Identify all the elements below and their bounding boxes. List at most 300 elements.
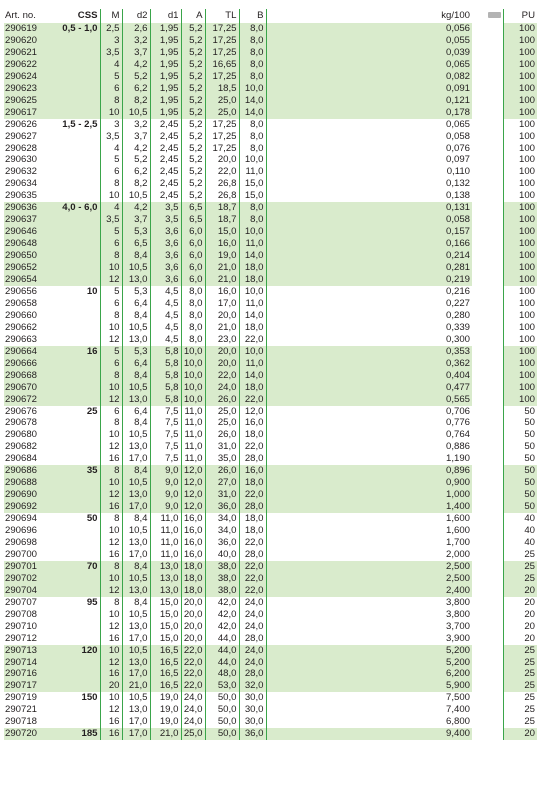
cell-tl: 22,0 — [205, 370, 239, 382]
cell-tl: 25,0 — [205, 417, 239, 429]
cell-kg100: 1,600 — [266, 513, 472, 525]
cell-kg100: 0,764 — [266, 429, 472, 441]
cell-d2: 4,2 — [122, 143, 150, 155]
cell-b: 10,0 — [239, 346, 266, 358]
cell-d1: 4,5 — [150, 298, 181, 310]
cell-a: 11,0 — [181, 417, 205, 429]
cell-css — [46, 166, 100, 178]
cell-tl: 42,0 — [205, 597, 239, 609]
cell-b: 10,0 — [239, 226, 266, 238]
cell-d1: 11,0 — [150, 537, 181, 549]
cell-kg100: 0,227 — [266, 298, 472, 310]
cell-kg100: 0,121 — [266, 95, 472, 107]
cell-spacer — [472, 226, 503, 238]
cell-a: 18,0 — [181, 573, 205, 585]
cell-tl: 24,0 — [205, 382, 239, 394]
table-row — [4, 441, 537, 453]
cell-tl: 27,0 — [205, 477, 239, 489]
cell-m: 6 — [100, 298, 122, 310]
cell-kg100: 0,404 — [266, 370, 472, 382]
cell-d1: 9,0 — [150, 465, 181, 477]
cell-css — [46, 35, 100, 47]
col-header-box-icon — [472, 9, 503, 23]
cell-m: 16 — [100, 549, 122, 561]
table-row — [4, 154, 537, 166]
cell-art-no: 290678 — [4, 417, 46, 429]
col-header-d2: d2 — [122, 9, 150, 23]
table-row — [4, 119, 537, 131]
cell-pu: 25 — [503, 573, 537, 585]
table-row — [4, 202, 537, 214]
cell-d2: 8,2 — [122, 178, 150, 190]
table-row — [4, 537, 537, 549]
cell-art-no: 290668 — [4, 370, 46, 382]
cell-pu: 100 — [503, 214, 537, 226]
cell-kg100: 5,200 — [266, 657, 472, 669]
cell-spacer — [472, 274, 503, 286]
cell-kg100: 0,362 — [266, 358, 472, 370]
cell-m: 12 — [100, 394, 122, 406]
cell-spacer — [472, 633, 503, 645]
cell-m: 20 — [100, 680, 122, 692]
cell-d1: 15,0 — [150, 609, 181, 621]
cell-b: 22,0 — [239, 441, 266, 453]
cell-d2: 17,0 — [122, 501, 150, 513]
table-row — [4, 668, 537, 680]
cell-kg100: 0,166 — [266, 238, 472, 250]
cell-tl: 26,8 — [205, 178, 239, 190]
cell-pu: 100 — [503, 95, 537, 107]
cell-spacer — [472, 692, 503, 704]
cell-m: 10 — [100, 322, 122, 334]
cell-css — [46, 537, 100, 549]
cell-tl: 23,0 — [205, 334, 239, 346]
cell-d2: 17,0 — [122, 716, 150, 728]
cell-css: 4,0 - 6,0 — [46, 202, 100, 214]
cell-tl: 34,0 — [205, 525, 239, 537]
cell-b: 24,0 — [239, 597, 266, 609]
cell-pu: 100 — [503, 71, 537, 83]
table-row — [4, 298, 537, 310]
cell-m: 8 — [100, 95, 122, 107]
cell-art-no: 290627 — [4, 131, 46, 143]
cell-d2: 3,7 — [122, 131, 150, 143]
col-header-pu: PU — [503, 9, 537, 23]
table-row — [4, 370, 537, 382]
cell-a: 5,2 — [181, 143, 205, 155]
cell-a: 6,0 — [181, 274, 205, 286]
cell-m: 10 — [100, 609, 122, 621]
table-row — [4, 585, 537, 597]
cell-d1: 9,0 — [150, 501, 181, 513]
cell-d1: 7,5 — [150, 429, 181, 441]
table-row — [4, 346, 537, 358]
cell-pu: 100 — [503, 262, 537, 274]
cell-art-no: 290666 — [4, 358, 46, 370]
cell-css: 185 — [46, 728, 100, 740]
cell-css — [46, 394, 100, 406]
cell-spacer — [472, 71, 503, 83]
cell-d1: 1,95 — [150, 71, 181, 83]
table-row — [4, 501, 537, 513]
cell-tl: 25,0 — [205, 406, 239, 418]
cell-d1: 5,8 — [150, 382, 181, 394]
cell-pu: 100 — [503, 178, 537, 190]
cell-d1: 5,8 — [150, 370, 181, 382]
cell-d2: 13,0 — [122, 334, 150, 346]
cell-m: 8 — [100, 370, 122, 382]
cell-spacer — [472, 178, 503, 190]
cell-b: 24,0 — [239, 657, 266, 669]
cell-css: 35 — [46, 465, 100, 477]
cell-a: 6,0 — [181, 238, 205, 250]
cell-d2: 4,2 — [122, 202, 150, 214]
cell-css: 0,5 - 1,0 — [46, 23, 100, 35]
cell-b: 8,0 — [239, 202, 266, 214]
cell-pu: 100 — [503, 23, 537, 35]
cell-kg100: 0,214 — [266, 250, 472, 262]
cell-d1: 1,95 — [150, 47, 181, 59]
cell-m: 4 — [100, 59, 122, 71]
table-row — [4, 417, 537, 429]
cell-art-no: 290660 — [4, 310, 46, 322]
table-row — [4, 47, 537, 59]
cell-b: 28,0 — [239, 668, 266, 680]
table-row — [4, 453, 537, 465]
cell-d2: 6,2 — [122, 166, 150, 178]
cell-m: 8 — [100, 250, 122, 262]
cell-art-no: 290625 — [4, 95, 46, 107]
cell-a: 6,5 — [181, 214, 205, 226]
cell-art-no: 290719 — [4, 692, 46, 704]
cell-d2: 3,2 — [122, 119, 150, 131]
cell-spacer — [472, 107, 503, 119]
table-row — [4, 716, 537, 728]
cell-css — [46, 621, 100, 633]
table-row — [4, 131, 537, 143]
cell-art-no: 290708 — [4, 609, 46, 621]
cell-pu: 100 — [503, 370, 537, 382]
cell-art-no: 290718 — [4, 716, 46, 728]
cell-kg100: 0,055 — [266, 35, 472, 47]
cell-pu: 40 — [503, 525, 537, 537]
cell-m: 6 — [100, 406, 122, 418]
cell-a: 18,0 — [181, 561, 205, 573]
cell-css — [46, 501, 100, 513]
cell-a: 5,2 — [181, 131, 205, 143]
table-row — [4, 477, 537, 489]
cell-spacer — [472, 585, 503, 597]
cell-art-no: 290648 — [4, 238, 46, 250]
cell-a: 5,2 — [181, 178, 205, 190]
cell-a: 22,0 — [181, 668, 205, 680]
cell-css — [46, 477, 100, 489]
cell-a: 5,2 — [181, 107, 205, 119]
cell-b: 22,0 — [239, 489, 266, 501]
cell-art-no: 290716 — [4, 668, 46, 680]
cell-d1: 16,5 — [150, 668, 181, 680]
cell-b: 18,0 — [239, 525, 266, 537]
table-row — [4, 645, 537, 657]
cell-css — [46, 609, 100, 621]
cell-b: 12,0 — [239, 406, 266, 418]
cell-m: 12 — [100, 585, 122, 597]
cell-d1: 13,0 — [150, 561, 181, 573]
cell-art-no: 290672 — [4, 394, 46, 406]
cell-b: 8,0 — [239, 143, 266, 155]
cell-kg100: 1,190 — [266, 453, 472, 465]
cell-d2: 13,0 — [122, 657, 150, 669]
cell-m: 12 — [100, 704, 122, 716]
cell-art-no: 290619 — [4, 23, 46, 35]
cell-m: 8 — [100, 178, 122, 190]
cell-art-no: 290636 — [4, 202, 46, 214]
cell-tl: 21,0 — [205, 274, 239, 286]
cell-b: 24,0 — [239, 645, 266, 657]
cell-d2: 6,4 — [122, 406, 150, 418]
cell-b: 24,0 — [239, 609, 266, 621]
cell-a: 5,2 — [181, 154, 205, 166]
cell-tl: 26,0 — [205, 394, 239, 406]
cell-a: 20,0 — [181, 621, 205, 633]
cell-tl: 36,0 — [205, 537, 239, 549]
cell-m: 6 — [100, 238, 122, 250]
cell-b: 11,0 — [239, 166, 266, 178]
cell-d1: 7,5 — [150, 406, 181, 418]
table-row — [4, 310, 537, 322]
cell-css: 1,5 - 2,5 — [46, 119, 100, 131]
cell-spacer — [472, 525, 503, 537]
cell-art-no: 290670 — [4, 382, 46, 394]
cell-a: 20,0 — [181, 633, 205, 645]
cell-spacer — [472, 657, 503, 669]
cell-spacer — [472, 190, 503, 202]
cell-d1: 15,0 — [150, 597, 181, 609]
cell-m: 12 — [100, 657, 122, 669]
cell-pu: 50 — [503, 477, 537, 489]
cell-d1: 4,5 — [150, 322, 181, 334]
table-row — [4, 71, 537, 83]
header-row — [4, 9, 537, 23]
cell-spacer — [472, 549, 503, 561]
cell-pu: 100 — [503, 143, 537, 155]
cell-spacer — [472, 298, 503, 310]
cell-art-no: 290617 — [4, 107, 46, 119]
cell-art-no: 290620 — [4, 35, 46, 47]
cell-d2: 5,3 — [122, 226, 150, 238]
cell-tl: 31,0 — [205, 441, 239, 453]
cell-kg100: 0,082 — [266, 71, 472, 83]
cell-b: 24,0 — [239, 621, 266, 633]
cell-pu: 50 — [503, 501, 537, 513]
cell-spacer — [472, 143, 503, 155]
cell-spacer — [472, 417, 503, 429]
cell-d2: 4,2 — [122, 59, 150, 71]
cell-m: 16 — [100, 453, 122, 465]
cell-m: 4 — [100, 143, 122, 155]
cell-css — [46, 573, 100, 585]
table-row — [4, 262, 537, 274]
cell-m: 6 — [100, 83, 122, 95]
cell-kg100: 6,200 — [266, 668, 472, 680]
cell-css — [46, 334, 100, 346]
cell-b: 8,0 — [239, 35, 266, 47]
cell-kg100: 0,178 — [266, 107, 472, 119]
cell-tl: 15,0 — [205, 226, 239, 238]
cell-d2: 5,2 — [122, 154, 150, 166]
cell-tl: 25,0 — [205, 107, 239, 119]
cell-css — [46, 358, 100, 370]
cell-spacer — [472, 501, 503, 513]
cell-d2: 10,5 — [122, 477, 150, 489]
cell-spacer — [472, 513, 503, 525]
cell-pu: 25 — [503, 716, 537, 728]
cell-pu: 100 — [503, 154, 537, 166]
cell-tl: 40,0 — [205, 549, 239, 561]
cell-d1: 3,5 — [150, 202, 181, 214]
cell-css — [46, 262, 100, 274]
col-header-d1: d1 — [150, 9, 181, 23]
cell-b: 16,0 — [239, 465, 266, 477]
cell-a: 6,0 — [181, 250, 205, 262]
cell-pu: 100 — [503, 382, 537, 394]
cell-b: 14,0 — [239, 250, 266, 262]
cell-tl: 50,0 — [205, 728, 239, 740]
cell-tl: 20,0 — [205, 154, 239, 166]
cell-kg100: 2,500 — [266, 573, 472, 585]
cell-css — [46, 95, 100, 107]
cell-d2: 13,0 — [122, 537, 150, 549]
cell-m: 5 — [100, 71, 122, 83]
col-header-art-no: Art. no. — [4, 9, 46, 23]
table-row — [4, 549, 537, 561]
cell-css — [46, 83, 100, 95]
cell-d1: 2,45 — [150, 166, 181, 178]
cell-kg100: 0,896 — [266, 465, 472, 477]
cell-kg100: 0,339 — [266, 322, 472, 334]
cell-b: 14,0 — [239, 107, 266, 119]
cell-art-no: 290662 — [4, 322, 46, 334]
cell-kg100: 0,477 — [266, 382, 472, 394]
cell-pu: 100 — [503, 322, 537, 334]
cell-pu: 100 — [503, 358, 537, 370]
cell-d1: 4,5 — [150, 334, 181, 346]
cell-d2: 13,0 — [122, 704, 150, 716]
cell-kg100: 7,400 — [266, 704, 472, 716]
cell-a: 12,0 — [181, 465, 205, 477]
cell-b: 18,0 — [239, 262, 266, 274]
cell-art-no: 290686 — [4, 465, 46, 477]
cell-tl: 38,0 — [205, 561, 239, 573]
cell-m: 5 — [100, 346, 122, 358]
cell-d1: 3,6 — [150, 274, 181, 286]
cell-d2: 10,5 — [122, 190, 150, 202]
cell-a: 10,0 — [181, 382, 205, 394]
cell-b: 8,0 — [239, 119, 266, 131]
cell-d1: 16,5 — [150, 657, 181, 669]
cell-m: 4 — [100, 202, 122, 214]
cell-kg100: 2,000 — [266, 549, 472, 561]
cell-b: 30,0 — [239, 704, 266, 716]
cell-css — [46, 214, 100, 226]
cell-css — [46, 585, 100, 597]
cell-pu: 100 — [503, 310, 537, 322]
table-row — [4, 107, 537, 119]
cell-d1: 5,8 — [150, 346, 181, 358]
cell-d2: 8,4 — [122, 513, 150, 525]
spec-table — [4, 9, 537, 740]
cell-tl: 17,25 — [205, 119, 239, 131]
cell-d1: 2,45 — [150, 190, 181, 202]
table-row — [4, 286, 537, 298]
cell-kg100: 0,058 — [266, 131, 472, 143]
cell-css — [46, 429, 100, 441]
cell-pu: 50 — [503, 429, 537, 441]
cell-b: 10,0 — [239, 154, 266, 166]
cell-art-no: 290680 — [4, 429, 46, 441]
cell-b: 11,0 — [239, 298, 266, 310]
cell-kg100: 3,800 — [266, 609, 472, 621]
cell-m: 8 — [100, 417, 122, 429]
cell-d1: 19,0 — [150, 692, 181, 704]
cell-spacer — [472, 370, 503, 382]
cell-kg100: 3,800 — [266, 597, 472, 609]
cell-art-no: 290632 — [4, 166, 46, 178]
cell-a: 5,2 — [181, 47, 205, 59]
cell-d1: 16,5 — [150, 680, 181, 692]
cell-m: 8 — [100, 561, 122, 573]
cell-spacer — [472, 406, 503, 418]
cell-kg100: 0,132 — [266, 178, 472, 190]
cell-a: 16,0 — [181, 537, 205, 549]
cell-d2: 8,4 — [122, 465, 150, 477]
cell-b: 11,0 — [239, 238, 266, 250]
table-row — [4, 609, 537, 621]
cell-art-no: 290652 — [4, 262, 46, 274]
table-row — [4, 143, 537, 155]
cell-b: 10,0 — [239, 286, 266, 298]
cell-a: 18,0 — [181, 585, 205, 597]
cell-css — [46, 238, 100, 250]
cell-d2: 21,0 — [122, 680, 150, 692]
cell-tl: 26,0 — [205, 429, 239, 441]
cell-tl: 17,25 — [205, 23, 239, 35]
cell-b: 30,0 — [239, 692, 266, 704]
cell-m: 3,5 — [100, 47, 122, 59]
cell-m: 12 — [100, 621, 122, 633]
cell-a: 8,0 — [181, 322, 205, 334]
cell-art-no: 290626 — [4, 119, 46, 131]
cell-d1: 2,45 — [150, 143, 181, 155]
cell-spacer — [472, 250, 503, 262]
cell-spacer — [472, 537, 503, 549]
cell-b: 8,0 — [239, 71, 266, 83]
cell-a: 11,0 — [181, 441, 205, 453]
cell-kg100: 0,039 — [266, 47, 472, 59]
table-row — [4, 95, 537, 107]
cell-tl: 17,25 — [205, 143, 239, 155]
cell-d1: 7,5 — [150, 417, 181, 429]
cell-d1: 16,5 — [150, 645, 181, 657]
cell-css — [46, 274, 100, 286]
cell-d2: 5,3 — [122, 346, 150, 358]
table-row — [4, 406, 537, 418]
cell-spacer — [472, 47, 503, 59]
cell-art-no: 290692 — [4, 501, 46, 513]
cell-kg100: 0,056 — [266, 23, 472, 35]
cell-d1: 21,0 — [150, 728, 181, 740]
cell-art-no: 290721 — [4, 704, 46, 716]
